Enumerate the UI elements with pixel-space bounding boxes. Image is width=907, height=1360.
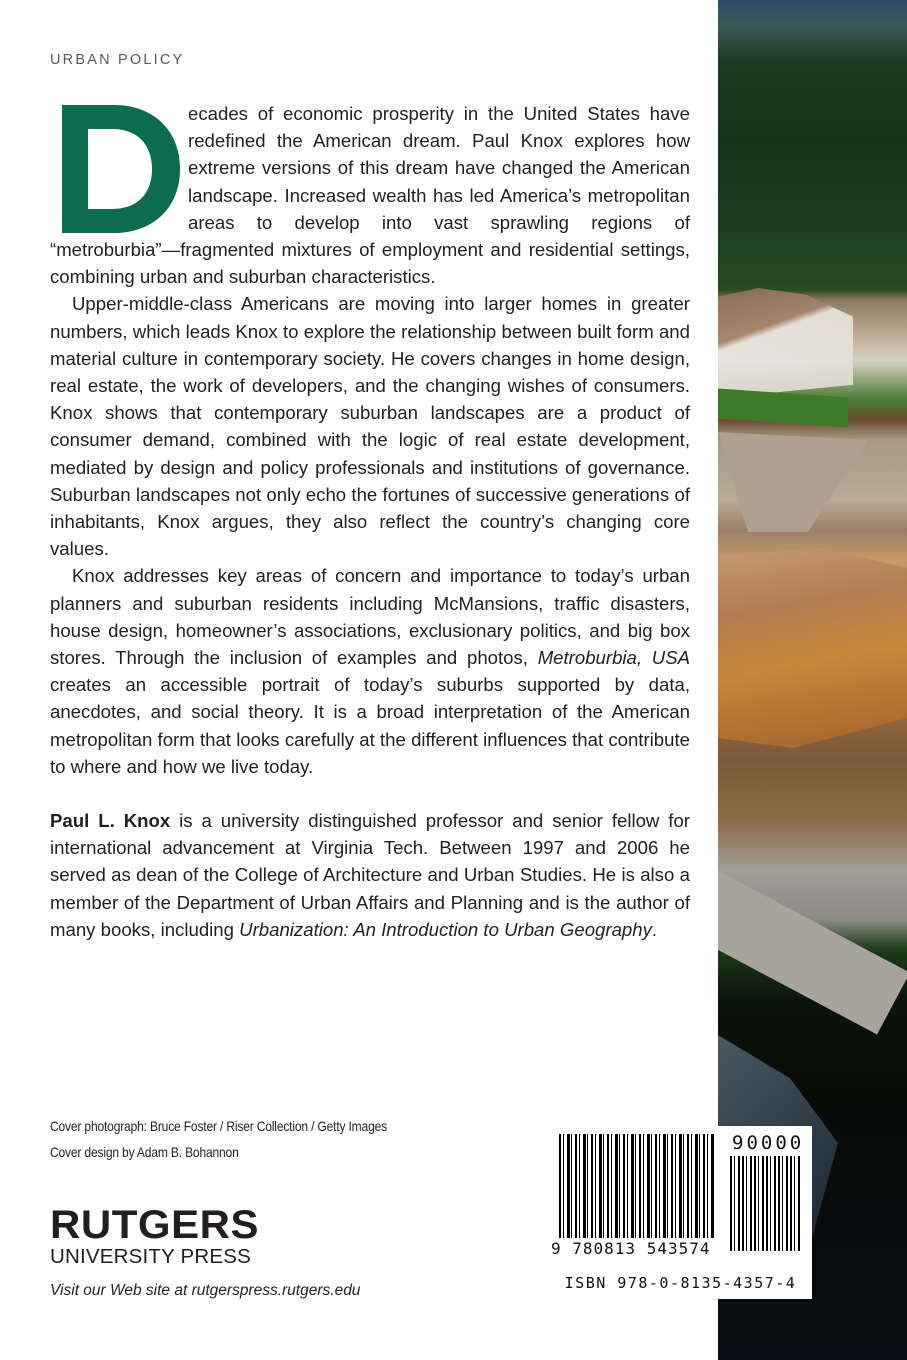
paragraph-1 [50, 100, 690, 290]
author-bio [50, 807, 690, 943]
publisher-subname: UNIVERSITY PRESS [50, 1245, 252, 1268]
isbn-barcode [549, 1126, 812, 1299]
isbn-number: ISBN 978-0-8135-4357-4 [564, 1274, 797, 1292]
paragraph-2: Upper-middle-class Americans are moving into larger homes in greater numbers, which leads Knox to explore the relationship between built form and material culture in contemporary society. He covers changes in home design, real estate, the work of developers, and the changing wishes of consumers. Knox shows that contemporary suburban landscapes are a product of consumer demand, combined with the logic of real estate development, mediated by design and policy professionals and institutions of governance. Suburban landscapes not only echo the fortunes of successive generations of inhabitants, Knox argues, they also reflect the country’s changing core values. [50, 293, 690, 560]
author-name: Paul L. Knox [50, 810, 171, 832]
publisher-logo [50, 1205, 360, 1301]
photo-house-upper [718, 288, 853, 398]
photo-lawn [718, 388, 848, 427]
ean-barcode-bars [559, 1134, 714, 1238]
price-addon-number: 90000 [732, 1132, 805, 1154]
dropcap [50, 103, 180, 235]
ean-number: 9 780813 543574 [551, 1239, 715, 1258]
cover-credits [50, 1113, 387, 1165]
author-book-title: Urbanization: An Introduction to Urban Geography [239, 918, 652, 940]
photo-house-construction [718, 548, 907, 748]
publisher-website[interactable]: Visit our Web site at rutgerspress.rutgers.edu [50, 1282, 361, 1299]
author-bio-text: is a university distinguished professor and senior fellow for international advancement at Virginia Tech. Between 1997 and 2006 he served as dean of the College of Architecture and Urban Studies. He is also a member of the Department of Urban Affairs and Planning and is the author of many books, including [50, 810, 691, 940]
paragraph-3 [50, 562, 690, 780]
addon-barcode-bars [730, 1156, 800, 1251]
paragraph-3-text-a: Knox addresses key areas of concern and importance to today’s urban planners and suburban residents including McMansions, traffic disasters, house design, homeowner’s associations, exclusionary politics, and big box stores. Through the inclusion of examples and photos, [50, 565, 690, 669]
paragraph-1-text: ecades of economic prosperity in the United States have redefined the American dream. Paul Knox explores how extreme versions of this dream have changed the American landscape. Increased wealth has led America’s metropolitan areas to develop into vast sprawling regions of “metroburbia”—fragmented mixtures of employment and residential settings, combining urban and suburban characteristics. [50, 103, 690, 288]
description-text [50, 100, 690, 943]
author-bio-end: . [651, 918, 658, 940]
series-label: URBAN POLICY [50, 52, 185, 68]
paragraph-3-text-b: creates an accessible portrait of today’s suburbs supported by data, anecdotes, and social theory. It is a broad interpretation of the American metropolitan form that looks carefully at the different influences that contribute to where and how we live today. [50, 674, 690, 777]
publisher-name: RUTGERS [50, 1203, 260, 1247]
photo-credit: Cover photograph: Bruce Foster / Riser Collection / Getty Images [50, 1118, 387, 1134]
photo-street [718, 860, 907, 1034]
photo-cul-de-sac [718, 432, 868, 532]
book-title: Metroburbia, USA [537, 647, 691, 669]
design-credit: Cover design by Adam B. Bohannon [50, 1144, 239, 1160]
dropcap-d-glyph [62, 105, 180, 233]
